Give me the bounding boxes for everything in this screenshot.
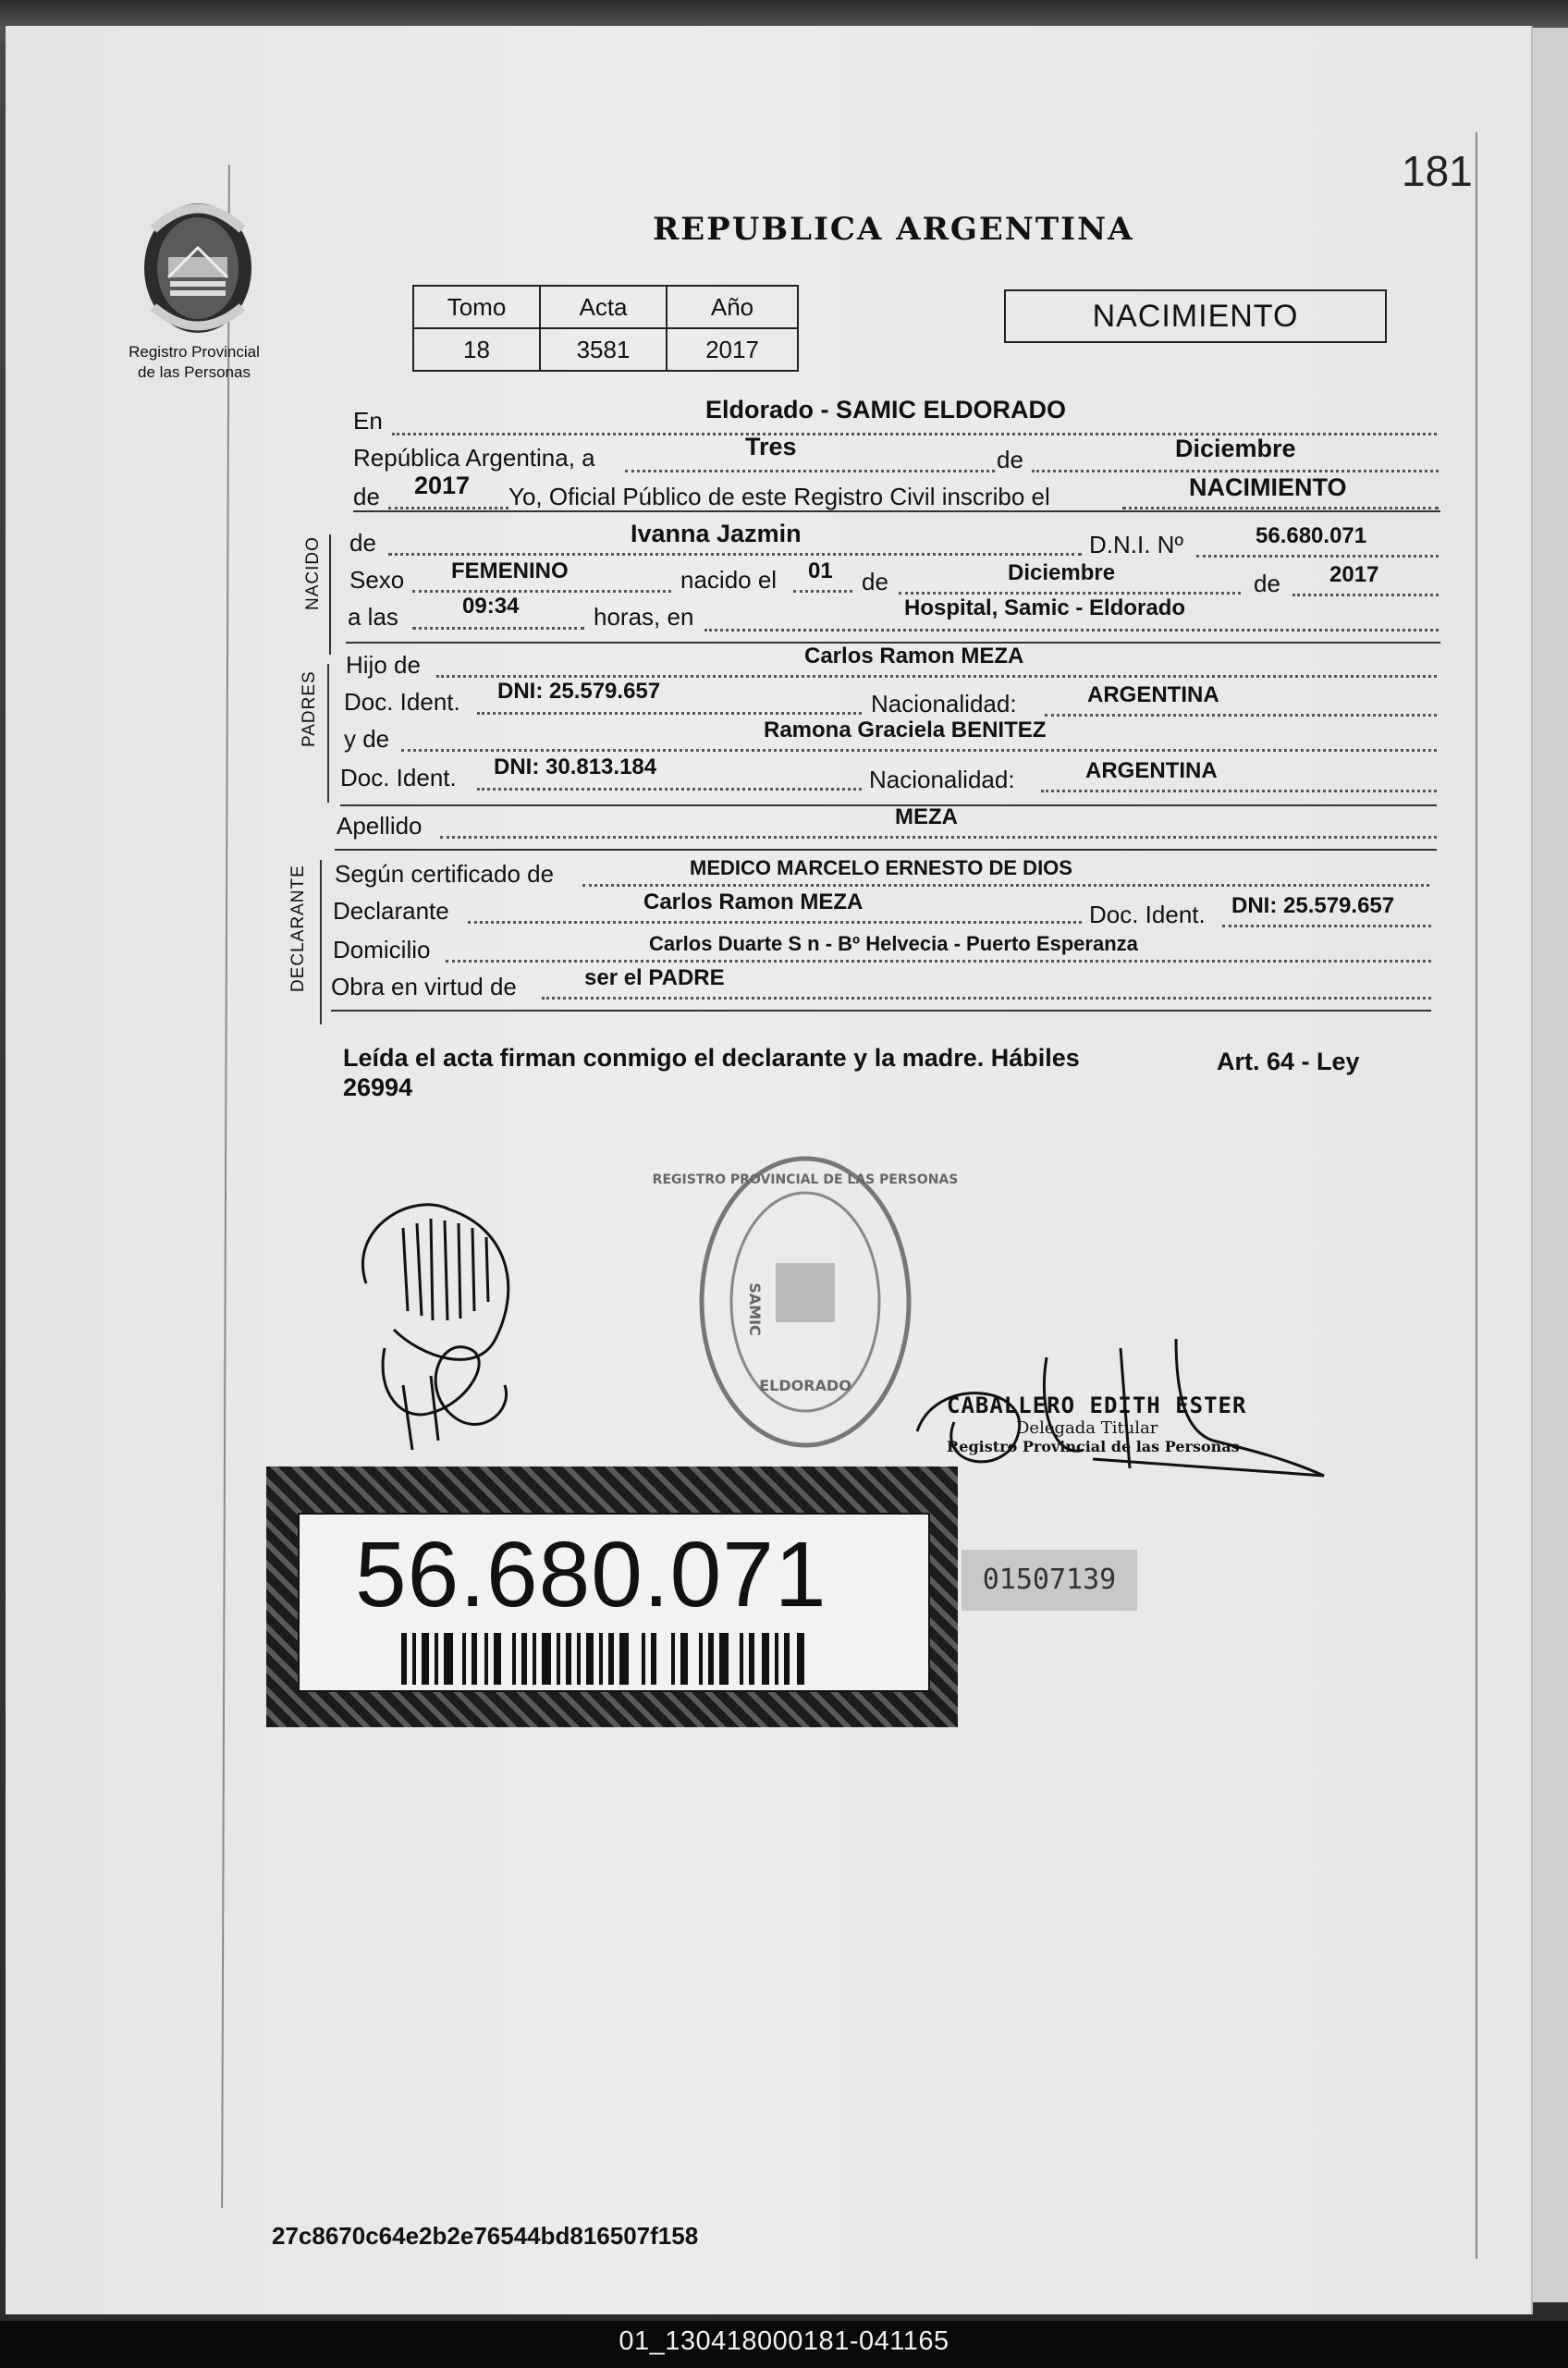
y-de-label: y de: [344, 725, 390, 753]
table-value-tomo: 18: [413, 328, 540, 371]
registry-name-line2: de las Personas: [138, 363, 251, 381]
nacionalidad-label: Nacionalidad:: [869, 766, 1015, 793]
certificado-label: Según certificado de: [335, 860, 555, 888]
official-role: Delegada Titular: [1016, 1418, 1158, 1438]
table-value-acta: 3581: [540, 328, 667, 371]
horas-en-label: horas, en: [594, 603, 694, 631]
closing-statement: [343, 1043, 1415, 1102]
sexo-value: FEMENINO: [451, 558, 569, 583]
file-identifier: 01_130418000181-041165: [619, 2326, 949, 2356]
inscribe-value: NACIMIENTO: [1189, 473, 1347, 501]
dotted-line: [388, 507, 508, 509]
doc-ident-label: Doc. Ident.: [1089, 901, 1206, 928]
father-nationality: ARGENTINA: [1087, 682, 1219, 707]
official-stamp: [947, 1393, 1246, 1455]
section-rule: [331, 1010, 1431, 1012]
birth-certificate-page: [6, 26, 1531, 2314]
section-rule: [340, 804, 1437, 806]
birth-place: Hospital, Samic - Eldorado: [904, 595, 1186, 620]
declarant-signature: [338, 1172, 551, 1468]
obra-value: ser el PADRE: [584, 965, 725, 990]
doc-ident-label: Doc. Ident.: [340, 764, 457, 791]
closing-text-line2: 26994: [343, 1074, 413, 1101]
dni-sticker-inner: [298, 1513, 930, 1692]
apellido-label: Apellido: [337, 812, 423, 840]
en-value: Eldorado - SAMIC ELDORADO: [705, 396, 1066, 423]
month-value: Diciembre: [1175, 435, 1296, 462]
declarante-bracket: [320, 860, 322, 1024]
mother-name: Ramona Graciela BENITEZ: [764, 718, 1047, 742]
right-margin-rule: [1476, 132, 1477, 2259]
mother-nationality: ARGENTINA: [1085, 758, 1218, 783]
child-name: Ivanna Jazmin: [631, 520, 802, 547]
obra-label: Obra en virtud de: [331, 973, 517, 1000]
certificado-value: MEDICO MARCELO ERNESTO DE DIOS: [690, 856, 1072, 879]
day-value: Tres: [745, 433, 797, 460]
a-las-label: a las: [348, 603, 398, 631]
table-value-ano: 2017: [667, 328, 798, 371]
domicilio-label: Domicilio: [333, 936, 431, 963]
dotted-line: [1045, 714, 1437, 717]
de-label: de: [353, 483, 380, 510]
table-header-ano: Año: [667, 286, 798, 328]
table-header-acta: Acta: [540, 286, 667, 328]
dotted-line: [704, 629, 1439, 632]
declarante-side-label: DECLARANTE: [288, 865, 308, 992]
en-label: En: [353, 407, 383, 435]
birth-month: Diciembre: [1008, 560, 1116, 585]
declarante-doc: DNI: 25.579.657: [1231, 893, 1395, 918]
seal-inner-top: SAMIC: [746, 1282, 764, 1336]
document-title: REPUBLICA ARGENTINA: [653, 211, 1134, 248]
registry-name-line1: Registro Provincial: [129, 343, 260, 361]
dotted-line: [436, 675, 1437, 678]
dotted-line: [793, 590, 852, 593]
page-number: 181: [1402, 147, 1473, 195]
document-hash: 27c8670c64e2b2e76544bd816507f158: [272, 2222, 699, 2250]
dotted-line: [542, 997, 1431, 1000]
seal-inner-bottom: ELDORADO: [759, 1377, 851, 1394]
dotted-line: [446, 960, 1431, 963]
birth-year: 2017: [1329, 562, 1379, 587]
dotted-line: [412, 627, 584, 630]
padres-bracket: [327, 664, 329, 803]
dni-sticker-number: 56.680.071: [355, 1523, 827, 1626]
dotted-line: [401, 749, 1437, 752]
section-rule: [353, 510, 1440, 512]
dotted-line: [1032, 470, 1439, 472]
father-name: Carlos Ramon MEZA: [804, 644, 1024, 669]
declarante-label: Declarante: [333, 897, 449, 925]
year-value: 2017: [414, 472, 471, 499]
nacionalidad-label: Nacionalidad:: [871, 690, 1017, 718]
padres-side-label: PADRES: [300, 670, 319, 747]
nacido-de-label: de: [349, 529, 376, 557]
dotted-line: [899, 592, 1241, 595]
de-label: de: [997, 446, 1023, 473]
dotted-line: [1196, 555, 1439, 558]
barcode: [401, 1633, 808, 1685]
dotted-line: [412, 590, 671, 593]
table-header-tomo: Tomo: [413, 286, 540, 328]
republica-label: República Argentina, a: [353, 444, 595, 472]
doc-ident-label: Doc. Ident.: [344, 688, 460, 716]
dotted-line: [468, 921, 1082, 924]
sexo-label: Sexo: [349, 566, 405, 594]
dni-label-sticker: [266, 1466, 958, 1727]
dotted-line: [388, 553, 1082, 556]
registry-seal-stamp: [652, 1152, 959, 1453]
dotted-line: [625, 470, 995, 472]
closing-law-reference: Art. 64 - Ley: [1217, 1048, 1360, 1075]
nacido-el-label: nacido el: [680, 566, 778, 594]
mother-doc: DNI: 30.813.184: [494, 755, 657, 779]
record-type-box: NACIMIENTO: [1004, 289, 1387, 343]
dotted-line: [477, 712, 862, 715]
declarante-value: Carlos Ramon MEZA: [643, 890, 864, 914]
dni-label: D.N.I. Nº: [1089, 531, 1183, 558]
birth-day: 01: [808, 558, 833, 583]
inscribe-text: Yo, Oficial Público de este Registro Civil inscribo el: [508, 483, 1050, 510]
nacido-bracket: [329, 534, 331, 655]
dotted-line: [1122, 507, 1439, 509]
nacido-side-label: NACIDO: [303, 536, 323, 610]
seal-outer-text: REGISTRO PROVINCIAL DE LAS PERSONAS: [652, 1172, 959, 1187]
section-rule: [335, 849, 1437, 851]
misiones-crest-logo: [133, 192, 263, 340]
father-doc: DNI: 25.579.657: [497, 679, 661, 704]
left-margin-rule: [221, 165, 230, 2208]
hijo-de-label: Hijo de: [346, 651, 421, 679]
record-table: [412, 285, 799, 372]
reference-number-stamp: 01507139: [962, 1550, 1137, 1611]
official-registry: Registro Provincial de las Personas: [947, 1438, 1240, 1455]
dotted-line: [477, 788, 862, 791]
dotted-line: [1292, 594, 1439, 596]
apellido-value: MEZA: [895, 804, 958, 829]
domicilio-value: Carlos Duarte S n - Bº Helvecia - Puerto Esperanza: [649, 932, 1138, 955]
child-dni: 56.680.071: [1256, 523, 1367, 548]
de-label: de: [862, 568, 888, 595]
dotted-line: [1222, 925, 1431, 927]
official-name: CABALLERO EDITH ESTER: [947, 1393, 1247, 1418]
de-label: de: [1254, 570, 1280, 597]
dotted-line: [1041, 790, 1437, 792]
birth-time: 09:34: [462, 594, 520, 619]
dotted-line: [582, 884, 1429, 887]
closing-text-line1: Leída el acta firman conmigo el declarante y la madre. Hábiles: [343, 1044, 1080, 1072]
dotted-line: [440, 836, 1437, 839]
